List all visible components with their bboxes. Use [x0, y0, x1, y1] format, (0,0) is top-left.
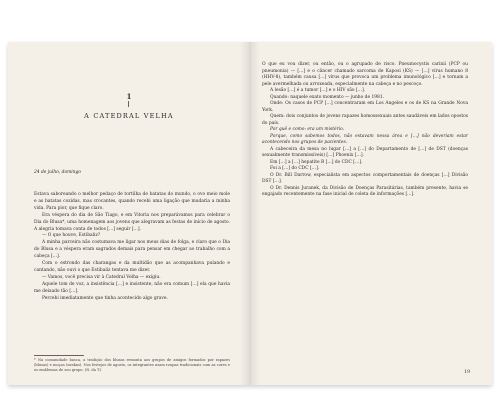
- dialogue-line: — Vamos, você precisa vir à Catedral Velha — exigiu.: [42, 274, 161, 280]
- paragraph: Quem: dois conjuntos de jovens rapazes homossexuais antes saudáveis em lados opostos do país.: [262, 114, 469, 126]
- paragraph: Percebi imediatamente que tinha acontecido algo grave.: [42, 295, 168, 301]
- chapter-title: A CATEDRAL VELHA: [84, 112, 174, 120]
- paragraph: O Dr. Bill Darrow, especialista em aspectos comportamentais de doenças […] Divisão DST […].: [262, 172, 468, 184]
- paragraph: Era véspera do dia de São Tiago, e em Vitoria nos preparávamos para celebrar o Dia do Blusa*, uma homenagem aos jovens que alegravam as festas de início de agosto. A alegria tomava conta de todos […] seguir […].: [34, 212, 230, 232]
- paragraph: A minha parceira não costumava me ligar nos meus dias de folga, e claro que o Dia do Blusa e a véspera eram sagrados demais para pensar em chegar ao trabalho com a cabeça […].: [34, 240, 230, 260]
- paragraph: Onde: Os casos de PCP […] concentraram em Los Angeles e os de KS na Grande Nova York.: [262, 101, 468, 113]
- footnote: * Na comunidade basca, a tradição dos blusas remonta aos grupos de amigos formados por rapazes (blusas) e moças (neskas). Nos festejos de agosto, os integrantes usam roupas tradicionais com as cores e os emblemas de seu grupo. (N. da T.): [34, 358, 230, 372]
- paragraph: Em […] a […] hepatite B […] do CDC […].: [270, 159, 363, 165]
- footnote-rule: [34, 355, 84, 356]
- paragraph: O que eu vou dizer, ou então, ou o agrupado de risco. Pneumocystis carinii (PCP ou pneumonia) — […] e o câncer chamado sarcoma de Kaposi (KS) — […] vírus humano 8 (HHV-8), também causa […] vírus que provoca um problema imunológico […] e tornam a pele avermelhada ou arroxeada, especialmente na cabeça e no pescoço.: [262, 62, 468, 87]
- paragraph: Foi a […] do CDC […].: [270, 166, 320, 171]
- right-body-text: [262, 62, 468, 199]
- date-line: 24 de julho, domingo: [34, 170, 81, 175]
- paragraph: O Dr. Dennis Juranek, da Divisão de Doenças Parasitárias, também presente, havia se engajado recentemente na fase inicial de coleta de informações […].: [262, 185, 468, 197]
- paragraph: A cabeceira da mesa no lugar […] a […] do Departamento de […] de DST (doenças sexualmente transmissíveis) […] Phoenix […].: [262, 146, 468, 158]
- left-page: [8, 42, 250, 385]
- paragraph: Com o estrondo das charangas e da multidão que as acompanhava pulando e cantando, não ouvi o que Estibaliz tentava me dizer.: [34, 261, 230, 273]
- paragraph: Quando: naquele exato momento — junho de 1981.: [270, 94, 385, 100]
- page-number: 19: [464, 370, 470, 375]
- right-page: [250, 42, 492, 385]
- dialogue-line: — O que houve, Estibaliz?: [42, 233, 101, 239]
- book-spread: [8, 42, 492, 385]
- paragraph: Por quê e como: era um mistério.: [270, 127, 345, 132]
- paragraph: Estava saboreando o melhor pedaço de tortilha de batatas do mundo, o ovo meio mole e as batatas cozidas, mas crocantes, quando recebi uma ligação que mudaria a minha vida. Para pior, que fique claro.: [34, 192, 230, 211]
- chapter-number: 1: [126, 92, 132, 101]
- book-gutter: [240, 42, 260, 385]
- paragraph: Aquele tom de voz, a insistência […] e insistente, não era comum […] ela que havia me deixado tão […].: [34, 281, 230, 294]
- paragraph: A lesão […] é a tumor […] e o HIV são […].: [270, 88, 366, 93]
- left-body-text: [34, 192, 230, 303]
- paragraph: Porque, como sabemos todos, não estavam nessa área e […] não deveriam estar acontecendo nos grupos de pacientes.: [262, 133, 468, 145]
- chapter-ornament-rule: [128, 101, 129, 107]
